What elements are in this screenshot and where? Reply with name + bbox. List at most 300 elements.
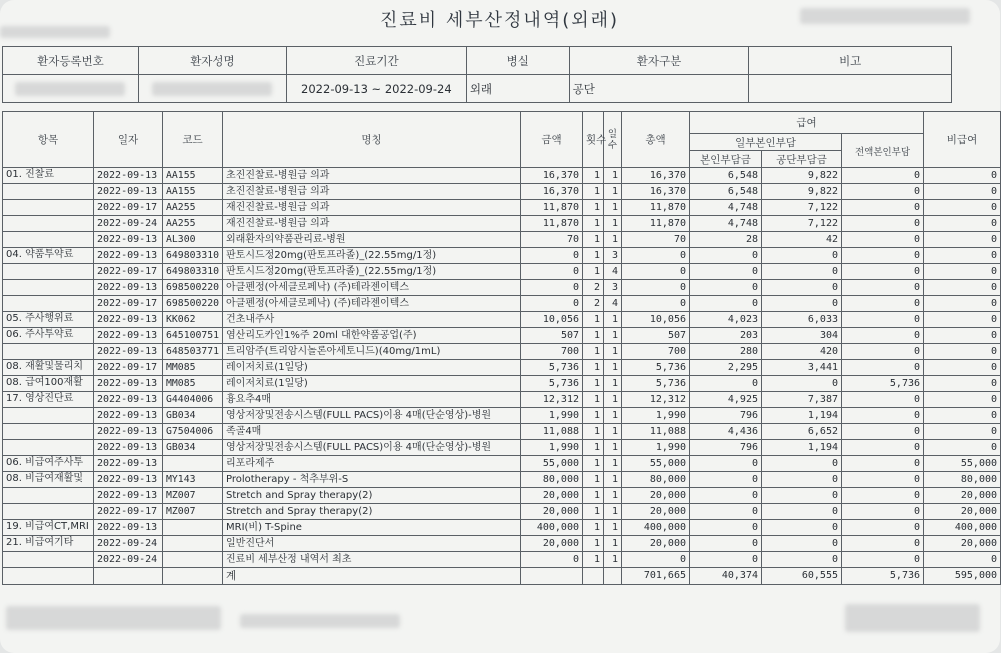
row-total: 11,088 [622, 424, 690, 440]
totals-full-self: 5,736 [842, 568, 924, 585]
row-date: 2022-09-13 [94, 376, 163, 392]
table-row [3, 232, 1001, 248]
row-total: 16,370 [622, 184, 690, 200]
row-full-self: 0 [842, 488, 924, 504]
row-unit-price: 20,000 [521, 504, 583, 520]
row-count: 1 [583, 344, 604, 360]
row-category [3, 280, 94, 296]
row-insurer-share: 0 [762, 552, 842, 568]
row-full-self: 0 [842, 440, 924, 456]
row-code: G4404006 [163, 392, 223, 408]
totals-label: 계 [223, 568, 521, 585]
row-non-insured: 55,000 [924, 456, 1001, 472]
row-insurer-share: 0 [762, 472, 842, 488]
row-date: 2022-09-24 [94, 216, 163, 232]
row-code: AA155 [163, 184, 223, 200]
row-days: 1 [604, 424, 622, 440]
patient-type-label: 환자구분 [569, 47, 749, 75]
row-count: 1 [583, 552, 604, 568]
totals-non-insured: 595,000 [924, 568, 1001, 585]
row-name: 아클펜정(아세클로페낙) (주)테라젠이텍스 [223, 296, 521, 312]
row-insurer-share: 0 [762, 504, 842, 520]
ward-value: 외래 [466, 75, 569, 103]
row-code: KK062 [163, 312, 223, 328]
row-days: 3 [604, 280, 622, 296]
row-full-self: 0 [842, 168, 924, 184]
row-unit-price: 16,370 [521, 168, 583, 184]
row-unit-price: 700 [521, 344, 583, 360]
row-full-self: 0 [842, 408, 924, 424]
reg-no-label: 환자등록번호 [3, 47, 139, 75]
row-full-self: 0 [842, 424, 924, 440]
row-category [3, 232, 94, 248]
table-row [3, 488, 1001, 504]
totals-row [3, 568, 1001, 585]
row-category [3, 296, 94, 312]
row-code: 645100751 [163, 328, 223, 344]
row-date: 2022-09-13 [94, 408, 163, 424]
row-name: 진료비 세부산정 내역서 최초 [223, 552, 521, 568]
row-code [163, 520, 223, 536]
row-patient-share: 4,748 [690, 200, 762, 216]
row-days: 1 [604, 216, 622, 232]
row-date: 2022-09-13 [94, 440, 163, 456]
row-count: 2 [583, 296, 604, 312]
row-total: 5,736 [622, 376, 690, 392]
row-patient-share: 4,748 [690, 216, 762, 232]
row-total: 16,370 [622, 168, 690, 184]
row-date: 2022-09-13 [94, 280, 163, 296]
row-non-insured: 0 [924, 232, 1001, 248]
row-unit-price: 0 [521, 248, 583, 264]
row-patient-share: 0 [690, 504, 762, 520]
row-insurer-share: 0 [762, 520, 842, 536]
redacted-area [800, 8, 970, 24]
row-insurer-share: 6,652 [762, 424, 842, 440]
document-title: 진료비 세부산정내역(외래) [380, 10, 620, 31]
col-full-self: 전액본인부담 [842, 134, 924, 168]
row-unit-price: 0 [521, 264, 583, 280]
row-insurer-share: 0 [762, 280, 842, 296]
row-unit-price: 11,870 [521, 200, 583, 216]
row-date: 2022-09-13 [94, 520, 163, 536]
row-insurer-share: 7,387 [762, 392, 842, 408]
row-name: MRI(비) T-Spine [223, 520, 521, 536]
row-unit-price: 1,990 [521, 440, 583, 456]
table-row [3, 456, 1001, 472]
row-unit-price: 70 [521, 232, 583, 248]
row-count: 1 [583, 264, 604, 280]
table-row [3, 472, 1001, 488]
reg-no-value [3, 75, 139, 103]
row-full-self: 0 [842, 248, 924, 264]
row-code: 698500220 [163, 280, 223, 296]
row-patient-share: 0 [690, 536, 762, 552]
row-code: MM085 [163, 376, 223, 392]
row-days: 1 [604, 520, 622, 536]
row-name: 영상저장및전송시스템(FULL PACS)이용 4매(단순영상)-병원 [223, 440, 521, 456]
col-insured-group: 급여 [690, 112, 924, 134]
row-count: 1 [583, 520, 604, 536]
table-row [3, 536, 1001, 552]
table-row [3, 360, 1001, 376]
row-category: 21. 비급여기타 [3, 536, 94, 552]
table-row [3, 408, 1001, 424]
row-insurer-share: 0 [762, 488, 842, 504]
row-total: 0 [622, 280, 690, 296]
row-category: 08. 급여100재활 [3, 376, 94, 392]
row-date: 2022-09-13 [94, 232, 163, 248]
row-name: 영상저장및전송시스템(FULL PACS)이용 4매(단순영상)-병원 [223, 408, 521, 424]
row-unit-price: 16,370 [521, 184, 583, 200]
ward-label: 병실 [466, 47, 569, 75]
table-row [3, 184, 1001, 200]
row-count: 1 [583, 456, 604, 472]
table-row [3, 200, 1001, 216]
row-non-insured: 0 [924, 360, 1001, 376]
row-code: 698500220 [163, 296, 223, 312]
row-patient-share: 4,925 [690, 392, 762, 408]
row-count: 1 [583, 200, 604, 216]
row-full-self: 0 [842, 472, 924, 488]
row-category [3, 440, 94, 456]
row-category: 06. 주사투약료 [3, 328, 94, 344]
row-date: 2022-09-17 [94, 296, 163, 312]
row-non-insured: 0 [924, 408, 1001, 424]
row-days: 1 [604, 504, 622, 520]
row-category: 05. 주사행위료 [3, 312, 94, 328]
row-insurer-share: 9,822 [762, 168, 842, 184]
col-unit-price: 금액 [521, 112, 583, 168]
row-date: 2022-09-24 [94, 552, 163, 568]
row-code: 649803310 [163, 264, 223, 280]
row-count: 1 [583, 488, 604, 504]
row-count: 1 [583, 376, 604, 392]
row-non-insured: 20,000 [924, 504, 1001, 520]
period-value: 2022-09-13 ~ 2022-09-24 [286, 75, 466, 103]
row-unit-price: 0 [521, 280, 583, 296]
row-unit-price: 5,736 [521, 376, 583, 392]
row-category: 01. 진찰료 [3, 168, 94, 184]
row-unit-price: 10,056 [521, 312, 583, 328]
row-patient-share: 0 [690, 520, 762, 536]
row-full-self: 5,736 [842, 376, 924, 392]
row-total: 70 [622, 232, 690, 248]
row-date: 2022-09-24 [94, 536, 163, 552]
row-total: 5,736 [622, 360, 690, 376]
row-total: 11,870 [622, 216, 690, 232]
row-category: 08. 재활및물리치 [3, 360, 94, 376]
row-category [3, 184, 94, 200]
row-patient-share: 6,548 [690, 184, 762, 200]
row-total: 507 [622, 328, 690, 344]
row-category [3, 504, 94, 520]
row-patient-share: 796 [690, 408, 762, 424]
row-full-self: 0 [842, 360, 924, 376]
row-count: 1 [583, 232, 604, 248]
row-name: 외래환자의약품관리료-병원 [223, 232, 521, 248]
col-count: 횟수 [583, 112, 604, 168]
row-non-insured: 0 [924, 440, 1001, 456]
row-non-insured: 0 [924, 296, 1001, 312]
table-row [3, 248, 1001, 264]
row-name: 판토시드정20mg(판토프라졸)_(22.55mg/1정) [223, 264, 521, 280]
table-row [3, 424, 1001, 440]
col-patient-share: 본인부담금 [690, 151, 762, 168]
table-row [3, 504, 1001, 520]
col-partial-group: 일부본인부담 [690, 134, 842, 151]
col-category: 항목 [3, 112, 94, 168]
row-total: 1,990 [622, 408, 690, 424]
patient-type-value: 공단 [569, 75, 749, 103]
row-code [163, 456, 223, 472]
row-full-self: 0 [842, 200, 924, 216]
row-name: Stretch and Spray therapy(2) [223, 488, 521, 504]
redacted-area [6, 606, 221, 630]
row-count: 1 [583, 184, 604, 200]
table-row [3, 376, 1001, 392]
row-full-self: 0 [842, 232, 924, 248]
row-code: MY143 [163, 472, 223, 488]
row-patient-share: 0 [690, 280, 762, 296]
row-patient-share: 0 [690, 264, 762, 280]
totals-insurer-share: 60,555 [762, 568, 842, 585]
row-category: 19. 비급여CT,MRI [3, 520, 94, 536]
row-patient-share: 203 [690, 328, 762, 344]
row-name: 리포라제주 [223, 456, 521, 472]
row-days: 4 [604, 264, 622, 280]
row-patient-share: 0 [690, 488, 762, 504]
row-days: 1 [604, 552, 622, 568]
row-insurer-share: 42 [762, 232, 842, 248]
row-name: 족골4매 [223, 424, 521, 440]
row-days: 1 [604, 360, 622, 376]
row-non-insured: 20,000 [924, 488, 1001, 504]
table-row [3, 344, 1001, 360]
row-non-insured: 0 [924, 552, 1001, 568]
row-date: 2022-09-17 [94, 504, 163, 520]
redacted-area [0, 26, 110, 38]
row-days: 1 [604, 312, 622, 328]
row-date: 2022-09-13 [94, 328, 163, 344]
row-category [3, 552, 94, 568]
row-patient-share: 28 [690, 232, 762, 248]
table-row [3, 552, 1001, 568]
row-unit-price: 11,870 [521, 216, 583, 232]
row-unit-price: 11,088 [521, 424, 583, 440]
row-full-self: 0 [842, 184, 924, 200]
charge-rows [3, 168, 1001, 568]
table-row [3, 168, 1001, 184]
row-non-insured: 0 [924, 264, 1001, 280]
row-count: 1 [583, 536, 604, 552]
row-full-self: 0 [842, 536, 924, 552]
row-code: MZ007 [163, 504, 223, 520]
table-row [3, 264, 1001, 280]
row-insurer-share: 0 [762, 376, 842, 392]
row-date: 2022-09-13 [94, 488, 163, 504]
row-insurer-share: 0 [762, 264, 842, 280]
table-row [3, 392, 1001, 408]
row-unit-price: 20,000 [521, 488, 583, 504]
charge-detail-table [2, 111, 1001, 585]
col-total: 총액 [622, 112, 690, 168]
row-date: 2022-09-13 [94, 184, 163, 200]
remarks-label: 비고 [749, 47, 952, 75]
row-total: 0 [622, 552, 690, 568]
row-unit-price: 507 [521, 328, 583, 344]
totals-patient-share: 40,374 [690, 568, 762, 585]
row-unit-price: 1,990 [521, 408, 583, 424]
row-count: 1 [583, 440, 604, 456]
row-patient-share: 0 [690, 248, 762, 264]
col-days: 일수 [604, 112, 622, 168]
row-count: 1 [583, 168, 604, 184]
row-unit-price: 0 [521, 552, 583, 568]
row-total: 0 [622, 296, 690, 312]
row-code: GB034 [163, 408, 223, 424]
row-insurer-share: 1,194 [762, 408, 842, 424]
row-total: 80,000 [622, 472, 690, 488]
row-unit-price: 400,000 [521, 520, 583, 536]
row-category: 06. 비급여주사투 [3, 456, 94, 472]
row-patient-share: 0 [690, 552, 762, 568]
row-total: 0 [622, 248, 690, 264]
row-days: 1 [604, 392, 622, 408]
row-date: 2022-09-13 [94, 424, 163, 440]
row-insurer-share: 0 [762, 456, 842, 472]
row-count: 1 [583, 408, 604, 424]
table-row [3, 280, 1001, 296]
row-category: 17. 영상진단료 [3, 392, 94, 408]
col-insurer-share: 공단부담금 [762, 151, 842, 168]
row-patient-share: 6,548 [690, 168, 762, 184]
row-date: 2022-09-17 [94, 360, 163, 376]
row-full-self: 0 [842, 312, 924, 328]
row-days: 1 [604, 328, 622, 344]
row-total: 10,056 [622, 312, 690, 328]
row-category [3, 344, 94, 360]
row-date: 2022-09-13 [94, 344, 163, 360]
row-code: 649803310 [163, 248, 223, 264]
row-patient-share: 0 [690, 376, 762, 392]
row-category [3, 424, 94, 440]
row-date: 2022-09-13 [94, 312, 163, 328]
remarks-value [749, 75, 952, 103]
row-non-insured: 80,000 [924, 472, 1001, 488]
row-non-insured: 0 [924, 344, 1001, 360]
row-non-insured: 0 [924, 328, 1001, 344]
table-row [3, 216, 1001, 232]
row-name: 아클펜정(아세클로페낙) (주)테라젠이텍스 [223, 280, 521, 296]
redacted-area [845, 604, 980, 632]
row-patient-share: 0 [690, 472, 762, 488]
row-date: 2022-09-17 [94, 200, 163, 216]
row-full-self: 0 [842, 552, 924, 568]
col-date: 일자 [94, 112, 163, 168]
row-insurer-share: 0 [762, 296, 842, 312]
row-category: 08. 비급여재활및 [3, 472, 94, 488]
row-insurer-share: 420 [762, 344, 842, 360]
row-non-insured: 0 [924, 424, 1001, 440]
row-category: 04. 약품투약료 [3, 248, 94, 264]
row-name: 트리암주(트리암시놀론아세토니드)(40mg/1mL) [223, 344, 521, 360]
period-label: 진료기간 [286, 47, 466, 75]
row-full-self: 0 [842, 280, 924, 296]
col-code: 코드 [163, 112, 223, 168]
row-count: 1 [583, 504, 604, 520]
row-name: Stretch and Spray therapy(2) [223, 504, 521, 520]
row-patient-share: 4,436 [690, 424, 762, 440]
row-category [3, 216, 94, 232]
table-row [3, 296, 1001, 312]
row-days: 1 [604, 184, 622, 200]
row-patient-share: 2,295 [690, 360, 762, 376]
row-days: 4 [604, 296, 622, 312]
row-full-self: 0 [842, 328, 924, 344]
row-non-insured: 0 [924, 184, 1001, 200]
row-days: 1 [604, 488, 622, 504]
row-insurer-share: 304 [762, 328, 842, 344]
row-full-self: 0 [842, 456, 924, 472]
row-count: 2 [583, 280, 604, 296]
row-count: 1 [583, 216, 604, 232]
row-code: G7504006 [163, 424, 223, 440]
row-total: 400,000 [622, 520, 690, 536]
row-unit-price: 0 [521, 296, 583, 312]
table-row [3, 440, 1001, 456]
row-unit-price: 55,000 [521, 456, 583, 472]
row-date: 2022-09-13 [94, 392, 163, 408]
row-total: 1,990 [622, 440, 690, 456]
row-insurer-share: 0 [762, 536, 842, 552]
row-insurer-share: 9,822 [762, 184, 842, 200]
row-unit-price: 5,736 [521, 360, 583, 376]
row-insurer-share: 0 [762, 248, 842, 264]
row-total: 12,312 [622, 392, 690, 408]
row-unit-price: 20,000 [521, 536, 583, 552]
row-days: 1 [604, 536, 622, 552]
row-name: 레이저치료(1일당) [223, 360, 521, 376]
row-non-insured: 0 [924, 392, 1001, 408]
row-code: AA155 [163, 168, 223, 184]
row-days: 1 [604, 232, 622, 248]
totals-total: 701,665 [622, 568, 690, 585]
row-full-self: 0 [842, 296, 924, 312]
row-count: 1 [583, 328, 604, 344]
row-total: 0 [622, 264, 690, 280]
row-insurer-share: 1,194 [762, 440, 842, 456]
row-date: 2022-09-13 [94, 168, 163, 184]
row-full-self: 0 [842, 520, 924, 536]
row-patient-share: 0 [690, 296, 762, 312]
row-date: 2022-09-13 [94, 472, 163, 488]
row-name: 염산리도카인1%주 20ml 대한약품공업(주) [223, 328, 521, 344]
row-count: 1 [583, 360, 604, 376]
row-non-insured: 0 [924, 200, 1001, 216]
row-date: 2022-09-13 [94, 248, 163, 264]
row-full-self: 0 [842, 264, 924, 280]
row-insurer-share: 3,441 [762, 360, 842, 376]
row-non-insured: 400,000 [924, 520, 1001, 536]
row-days: 1 [604, 408, 622, 424]
row-name: 판토시드정20mg(판토프라졸)_(22.55mg/1정) [223, 248, 521, 264]
row-non-insured: 0 [924, 216, 1001, 232]
row-category [3, 264, 94, 280]
row-patient-share: 4,023 [690, 312, 762, 328]
table-row [3, 520, 1001, 536]
row-code [163, 552, 223, 568]
